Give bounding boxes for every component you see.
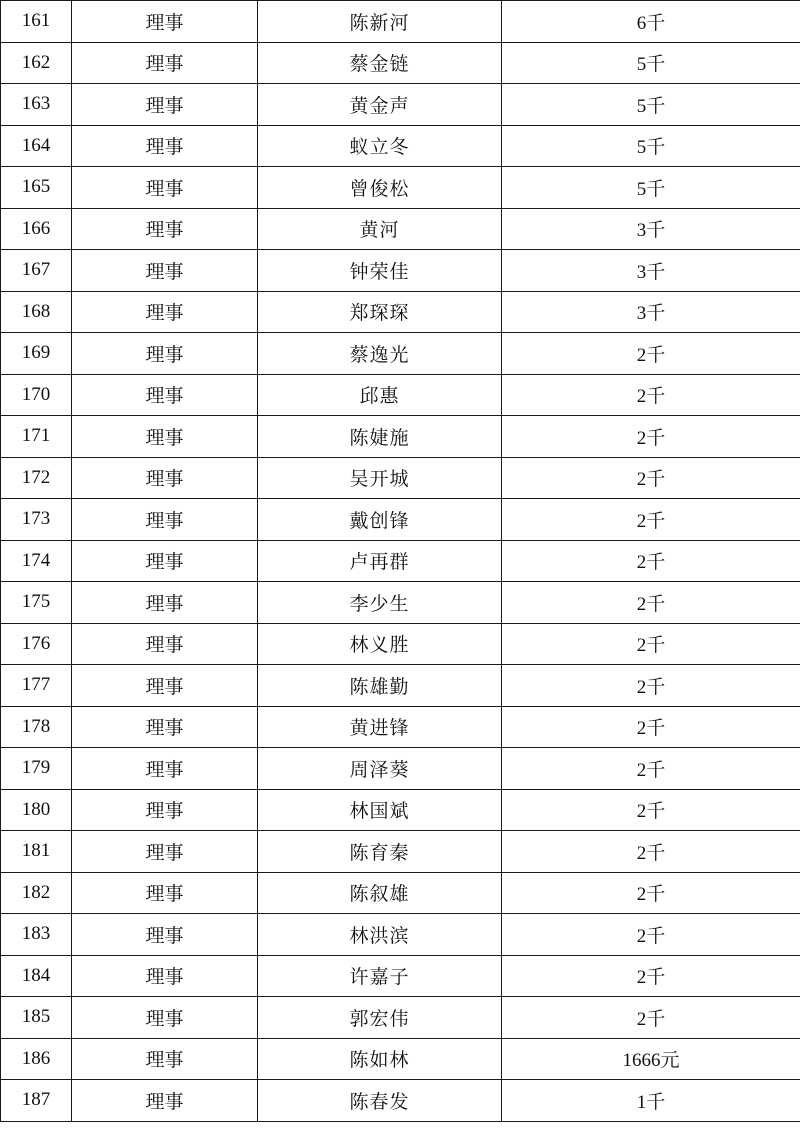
position-cell: 理事 [72,457,258,499]
row-number-cell: 176 [1,623,72,665]
amount-cell: 2千 [502,416,800,458]
table-row [1,872,800,914]
amount-cell: 3千 [502,250,800,292]
table-row [1,42,800,84]
row-number-cell: 179 [1,748,72,790]
position-cell: 理事 [72,665,258,707]
name-cell: 黄河 [258,208,502,250]
amount-cell: 2千 [502,831,800,873]
table-row [1,914,800,956]
name-cell: 吴开城 [258,457,502,499]
amount-cell: 2千 [502,914,800,956]
position-cell: 理事 [72,374,258,416]
position-cell: 理事 [72,499,258,541]
table-row [1,416,800,458]
name-cell: 陈如林 [258,1038,502,1080]
table-row [1,84,800,126]
name-cell: 林洪滨 [258,914,502,956]
name-cell: 钟荣佳 [258,250,502,292]
name-cell: 林国斌 [258,789,502,831]
name-cell: 陈叙雄 [258,872,502,914]
row-number-cell: 183 [1,914,72,956]
amount-cell: 2千 [502,955,800,997]
amount-cell: 5千 [502,84,800,126]
amount-cell: 2千 [502,374,800,416]
row-number-cell: 186 [1,1038,72,1080]
table-row [1,1038,800,1080]
amount-cell: 2千 [502,623,800,665]
name-cell: 蚁立冬 [258,125,502,167]
row-number-cell: 170 [1,374,72,416]
amount-cell: 1千 [502,1080,800,1122]
position-cell: 理事 [72,623,258,665]
row-number-cell: 166 [1,208,72,250]
position-cell: 理事 [72,955,258,997]
name-cell: 林义胜 [258,623,502,665]
position-cell: 理事 [72,748,258,790]
table-row [1,499,800,541]
name-cell: 陈雄勤 [258,665,502,707]
name-cell: 戴创锋 [258,499,502,541]
amount-cell: 6千 [502,1,800,43]
amount-cell: 2千 [502,582,800,624]
name-cell: 蔡金链 [258,42,502,84]
table-row [1,374,800,416]
position-cell: 理事 [72,42,258,84]
table-row [1,167,800,209]
table-row [1,955,800,997]
row-number-cell: 168 [1,291,72,333]
amount-cell: 2千 [502,872,800,914]
name-cell: 周泽葵 [258,748,502,790]
position-cell: 理事 [72,789,258,831]
amount-cell: 2千 [502,333,800,375]
position-cell: 理事 [72,706,258,748]
amount-cell: 3千 [502,291,800,333]
row-number-cell: 162 [1,42,72,84]
table-row [1,291,800,333]
amount-cell: 2千 [502,540,800,582]
amount-cell: 2千 [502,997,800,1039]
position-cell: 理事 [72,291,258,333]
name-cell: 蔡逸光 [258,333,502,375]
name-cell: 郭宏伟 [258,997,502,1039]
position-cell: 理事 [72,872,258,914]
amount-cell: 5千 [502,167,800,209]
row-number-cell: 171 [1,416,72,458]
table-row [1,997,800,1039]
position-cell: 理事 [72,582,258,624]
amount-cell: 2千 [502,665,800,707]
name-cell: 李少生 [258,582,502,624]
row-number-cell: 174 [1,540,72,582]
table-row [1,706,800,748]
amount-cell: 2千 [502,748,800,790]
row-number-cell: 187 [1,1080,72,1122]
row-number-cell: 181 [1,831,72,873]
position-cell: 理事 [72,84,258,126]
name-cell: 黄进锋 [258,706,502,748]
table-row [1,665,800,707]
row-number-cell: 180 [1,789,72,831]
amount-cell: 2千 [502,706,800,748]
donor-table-body [1,1,800,1122]
row-number-cell: 163 [1,84,72,126]
table-row [1,457,800,499]
amount-cell: 5千 [502,42,800,84]
position-cell: 理事 [72,208,258,250]
table-row [1,582,800,624]
table-row [1,831,800,873]
position-cell: 理事 [72,333,258,375]
position-cell: 理事 [72,1080,258,1122]
position-cell: 理事 [72,1,258,43]
table-row [1,208,800,250]
name-cell: 陈育秦 [258,831,502,873]
row-number-cell: 184 [1,955,72,997]
row-number-cell: 167 [1,250,72,292]
name-cell: 郑琛琛 [258,291,502,333]
table-row [1,125,800,167]
table-row [1,1,800,43]
name-cell: 陈春发 [258,1080,502,1122]
row-number-cell: 175 [1,582,72,624]
position-cell: 理事 [72,416,258,458]
name-cell: 曾俊松 [258,167,502,209]
position-cell: 理事 [72,831,258,873]
table-row [1,1080,800,1122]
amount-cell: 2千 [502,789,800,831]
table-row [1,333,800,375]
amount-cell: 3千 [502,208,800,250]
amount-cell: 5千 [502,125,800,167]
table-row [1,748,800,790]
table-row [1,250,800,292]
name-cell: 黄金声 [258,84,502,126]
name-cell: 许嘉子 [258,955,502,997]
position-cell: 理事 [72,997,258,1039]
amount-cell: 2千 [502,457,800,499]
position-cell: 理事 [72,914,258,956]
row-number-cell: 164 [1,125,72,167]
position-cell: 理事 [72,250,258,292]
name-cell: 卢再群 [258,540,502,582]
position-cell: 理事 [72,125,258,167]
amount-cell: 1666元 [502,1038,800,1080]
row-number-cell: 177 [1,665,72,707]
row-number-cell: 161 [1,1,72,43]
row-number-cell: 185 [1,997,72,1039]
row-number-cell: 173 [1,499,72,541]
table-row [1,623,800,665]
position-cell: 理事 [72,540,258,582]
name-cell: 陈新河 [258,1,502,43]
row-number-cell: 172 [1,457,72,499]
table-row [1,540,800,582]
row-number-cell: 165 [1,167,72,209]
row-number-cell: 182 [1,872,72,914]
row-number-cell: 169 [1,333,72,375]
table-row [1,789,800,831]
position-cell: 理事 [72,1038,258,1080]
name-cell: 邱惠 [258,374,502,416]
amount-cell: 2千 [502,499,800,541]
name-cell: 陈婕施 [258,416,502,458]
position-cell: 理事 [72,167,258,209]
row-number-cell: 178 [1,706,72,748]
